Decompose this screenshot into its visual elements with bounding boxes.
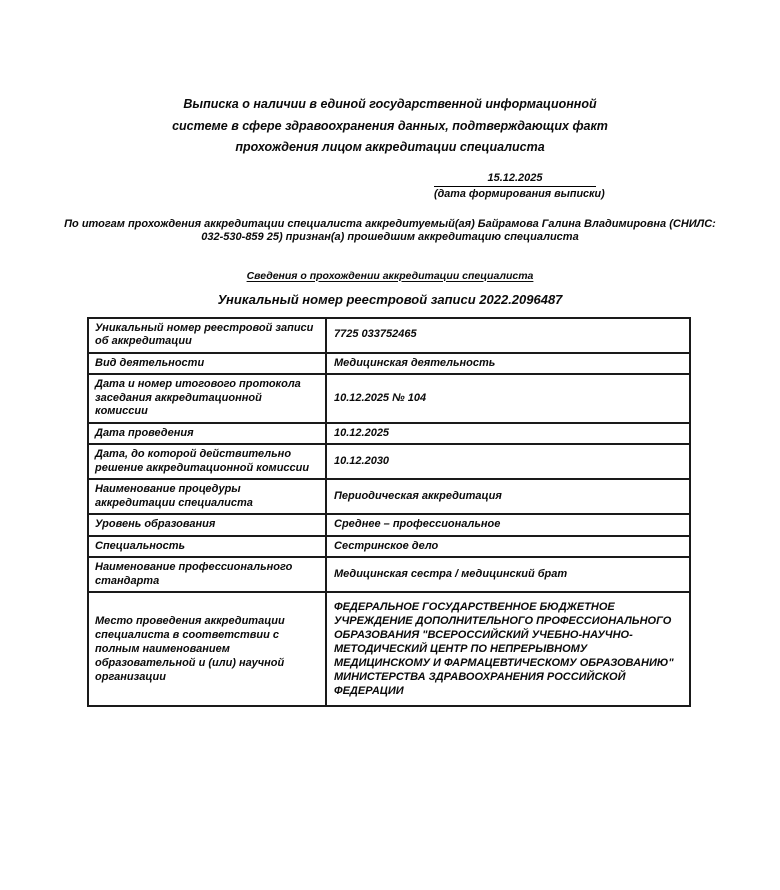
row-value: Сестринское дело xyxy=(326,536,690,558)
table-row-activity-type xyxy=(88,353,690,375)
row-value: Периодическая аккредитация xyxy=(326,479,690,514)
document-title-line-1: Выписка о наличии в единой государственной информационной xyxy=(183,97,597,111)
table-row-procedure-name xyxy=(88,479,690,514)
issue-date-caption: (дата формирования выписки) xyxy=(434,187,605,200)
table-row-specialty xyxy=(88,536,690,558)
row-value: 10.12.2030 xyxy=(326,444,690,479)
row-label: Уникальный номер реестровой записи об аккредитации xyxy=(88,318,326,353)
row-label: Дата, до которой действительно решение аккредитационной комиссии xyxy=(88,444,326,479)
registry-number-line: Уникальный номер реестровой записи 2022.2096487 xyxy=(217,291,563,307)
row-label: Место проведения аккредитации специалиста в соответствии с полным наименованием образовательной и (или) научной организации xyxy=(88,592,326,706)
row-label: Специальность xyxy=(88,536,326,558)
section-heading: Сведения о прохождении аккредитации специалиста xyxy=(246,269,534,282)
row-value: Среднее – профессиональное xyxy=(326,514,690,536)
table-row-professional-standard xyxy=(88,557,690,592)
row-value: Медицинская сестра / медицинский брат xyxy=(326,557,690,592)
table-row-protocol xyxy=(88,374,690,423)
row-value: ФЕДЕРАЛЬНОЕ ГОСУДАРСТВЕННОЕ БЮДЖЕТНОЕ УЧРЕЖДЕНИЕ ДОПОЛНИТЕЛЬНОГО ПРОФЕССИОНАЛЬНОГО ОБРАЗОВАНИЯ "ВСЕРОССИЙСКИЙ УЧЕБНО-НАУЧНО-МЕТОДИЧЕСКИЙ ЦЕНТР ПО НЕПРЕРЫВНОМУ МЕДИЦИНСКОМУ И ФАРМАЦЕВТИЧЕСКОМУ ОБРАЗОВАНИЮ" МИНИСТЕРСТВА ЗДРАВООХРАНЕНИЯ РОССИЙСКОЙ ФЕДЕРАЦИИ xyxy=(326,592,690,706)
issue-date-value: 15.12.2025 xyxy=(434,172,596,187)
row-value: 10.12.2025 xyxy=(326,423,690,445)
document-title-line-2: системе в сфере здравоохранения данных, подтверждающих факт xyxy=(172,118,608,133)
row-label: Дата и номер итогового протокола заседания аккредитационной комиссии xyxy=(88,374,326,423)
table-row-exam-date xyxy=(88,423,690,445)
table-row-registry-number xyxy=(88,318,690,353)
document-title xyxy=(0,0,780,159)
row-label: Вид деятельности xyxy=(88,353,326,375)
row-value: 10.12.2025 № 104 xyxy=(326,374,690,423)
row-label: Наименование профессионального стандарта xyxy=(88,557,326,592)
row-label: Дата проведения xyxy=(88,423,326,445)
table-row-education-level xyxy=(88,514,690,536)
row-value: Медицинская деятельность xyxy=(326,353,690,375)
row-value: 7725 033752465 xyxy=(326,318,690,353)
table-row-venue-organization xyxy=(88,592,690,706)
table-row-valid-until xyxy=(88,444,690,479)
accreditation-details-table xyxy=(87,317,691,708)
accreditation-summary-paragraph: По итогам прохождения аккредитации специалиста аккредитуемый(ая) Байрамова Галина Владимировна (СНИЛС: 032-530-859 25) признан(а) прошедшим аккредитацию специалиста xyxy=(64,217,716,243)
row-label: Наименование процедуры аккредитации специалиста xyxy=(88,479,326,514)
row-label: Уровень образования xyxy=(88,514,326,536)
issue-date-block xyxy=(434,171,605,200)
document-title-line-3: прохождения лицом аккредитации специалиста xyxy=(235,140,545,154)
